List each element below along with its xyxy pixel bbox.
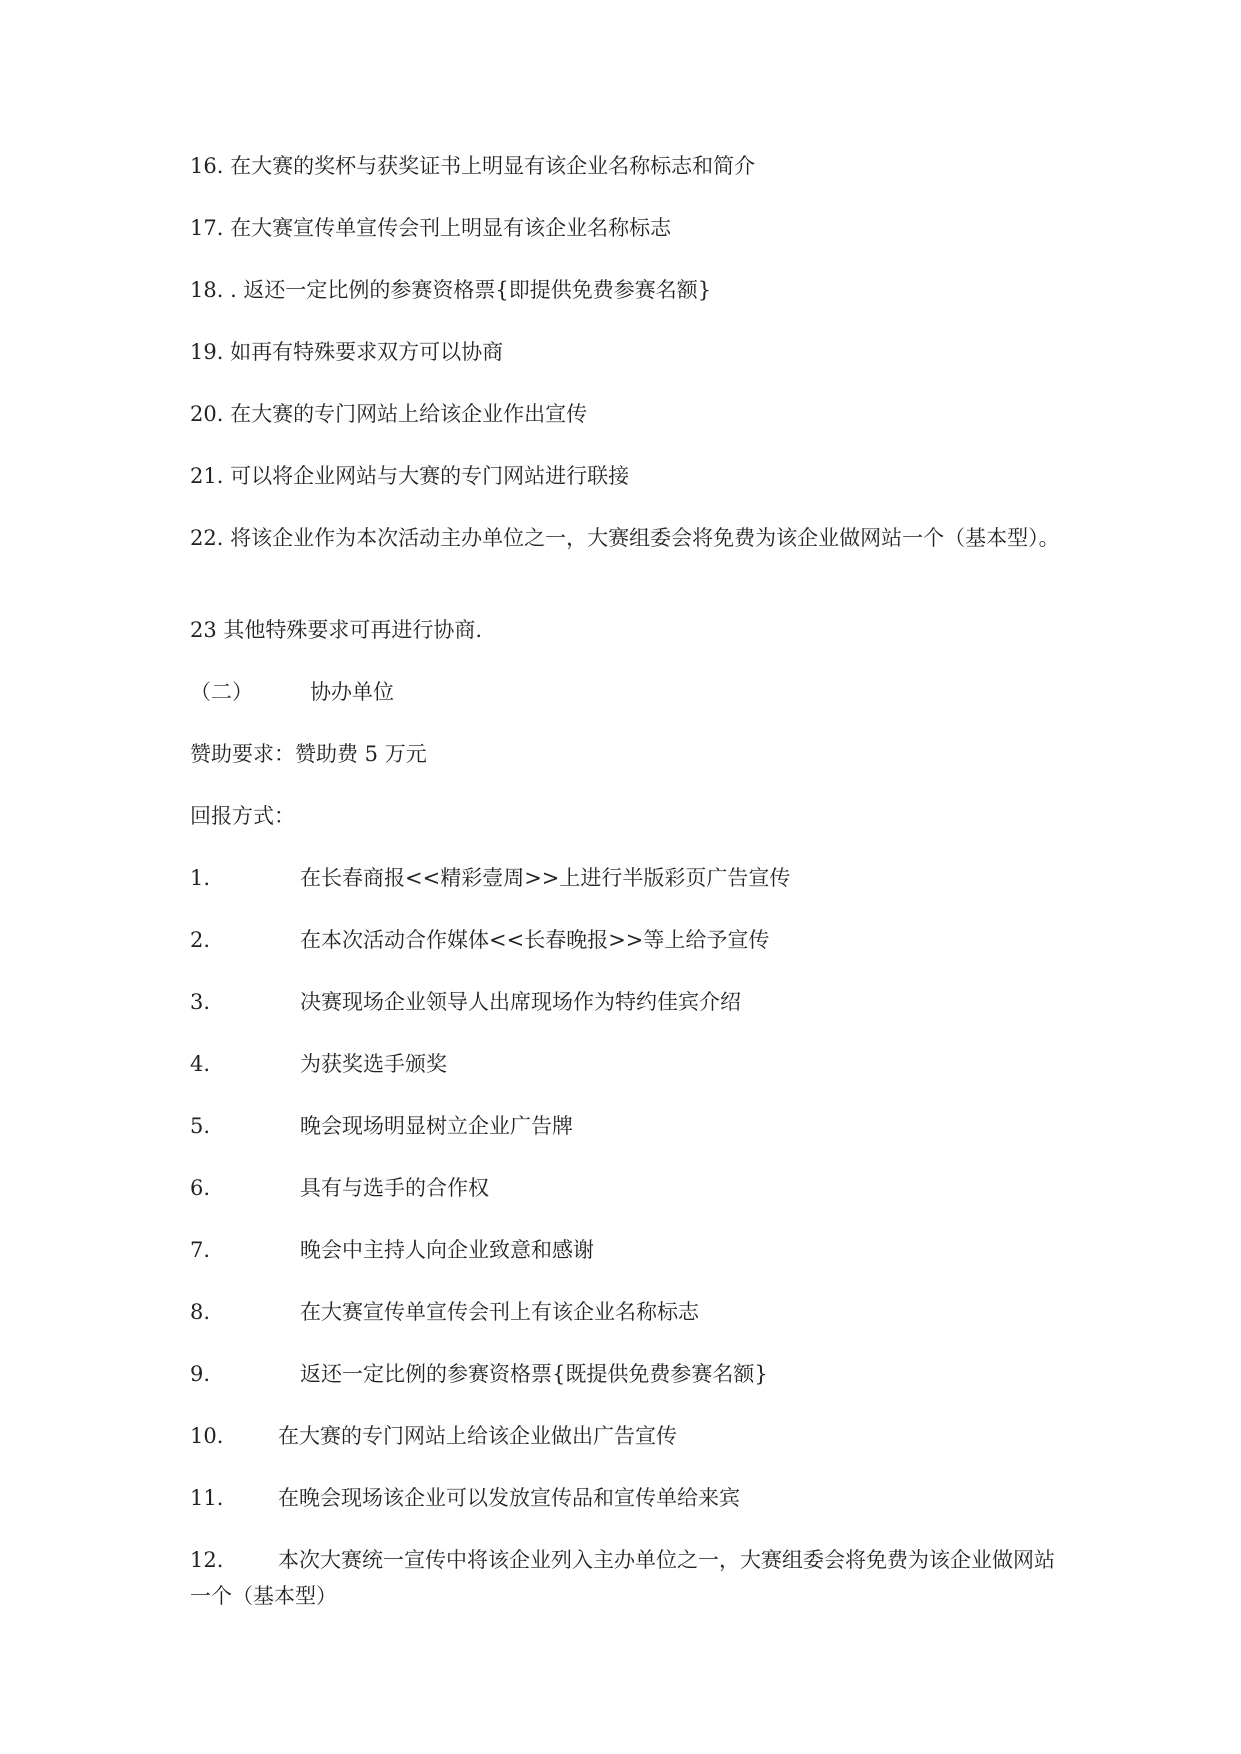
item-number: 12. — [190, 1548, 224, 1572]
item-text: 具有与选手的合作权 — [300, 1176, 489, 1200]
item-number: 6. — [190, 1176, 211, 1200]
list-item-20: 20. 在大赛的专门网站上给该企业作出宣传 — [190, 402, 588, 426]
list-item-22: 22. 将该企业作为本次活动主办单位之一，大赛组委会将免费为该企业做网站一个（基本型）。 — [190, 526, 1060, 550]
item-number: 9. — [190, 1362, 211, 1386]
list-item-21: 21. 可以将企业网站与大赛的专门网站进行联接 — [190, 464, 630, 488]
item-text: 在大赛的专门网站上给该企业做出广告宣传 — [278, 1424, 677, 1448]
return-item-5 — [190, 1112, 573, 1140]
return-method-label: 回报方式： — [190, 804, 295, 828]
return-item-4 — [190, 1050, 447, 1078]
item-number: 3. — [190, 990, 211, 1014]
item-number: 2. — [190, 928, 211, 952]
section-title: 协办单位 — [310, 680, 394, 704]
return-item-3 — [190, 988, 741, 1016]
sponsor-requirement: 赞助要求：赞助费 5 万元 — [190, 742, 427, 766]
return-item-11 — [190, 1484, 740, 1512]
return-item-12 — [190, 1542, 1070, 1614]
item-text: 决赛现场企业领导人出席现场作为特约佳宾介绍 — [300, 990, 741, 1014]
return-item-8 — [190, 1298, 699, 1326]
return-item-1 — [190, 864, 790, 892]
item-text: 在晚会现场该企业可以发放宣传品和宣传单给来宾 — [278, 1486, 740, 1510]
item-text: 在本次活动合作媒体<<长春晚报>>等上给予宣传 — [300, 928, 770, 952]
item-text: 在长春商报<<精彩壹周>>上进行半版彩页广告宣传 — [300, 866, 791, 890]
return-item-7 — [190, 1236, 594, 1264]
list-item-18: 18. . 返还一定比例的参赛资格票{即提供免费参赛名额} — [190, 278, 712, 302]
item-text: 晚会现场明显树立企业广告牌 — [300, 1114, 573, 1138]
item-number: 11. — [190, 1486, 224, 1510]
item-text: 本次大赛统一宣传中将该企业列入主办单位之一，大赛组委会将免费为该企业做网站一个（基本型） — [190, 1548, 1055, 1608]
section-number: （二） — [190, 680, 253, 704]
section-heading — [190, 678, 394, 706]
item-number: 10. — [190, 1424, 224, 1448]
list-item-23: 23 其他特殊要求可再进行协商. — [190, 618, 483, 642]
return-item-6 — [190, 1174, 489, 1202]
return-item-9 — [190, 1360, 768, 1388]
list-item-19: 19. 如再有特殊要求双方可以协商 — [190, 340, 504, 364]
item-text: 在大赛宣传单宣传会刊上有该企业名称标志 — [300, 1300, 699, 1324]
item-number: 1. — [190, 866, 211, 890]
list-item-16: 16. 在大赛的奖杯与获奖证书上明显有该企业名称标志和简介 — [190, 154, 756, 178]
item-number: 5. — [190, 1114, 211, 1138]
list-item-17: 17. 在大赛宣传单宣传会刊上明显有该企业名称标志 — [190, 216, 672, 240]
item-text: 晚会中主持人向企业致意和感谢 — [300, 1238, 594, 1262]
item-number: 4. — [190, 1052, 211, 1076]
return-item-10 — [190, 1422, 677, 1450]
item-number: 8. — [190, 1300, 211, 1324]
return-item-2 — [190, 926, 769, 954]
item-text: 返还一定比例的参赛资格票{既提供免费参赛名额} — [300, 1362, 768, 1386]
item-text: 为获奖选手颁奖 — [300, 1052, 447, 1076]
item-number: 7. — [190, 1238, 211, 1262]
